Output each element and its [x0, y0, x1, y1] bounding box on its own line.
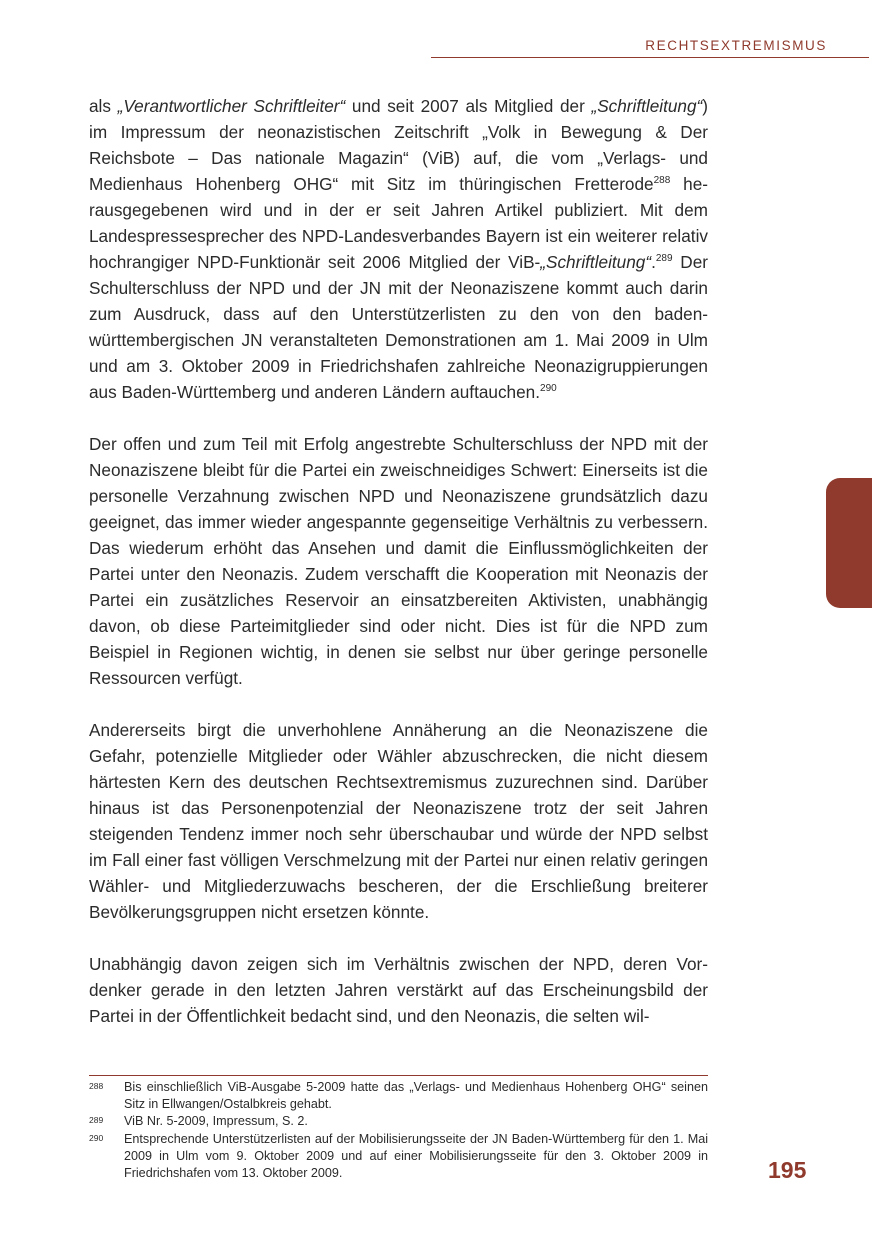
header-rule: [431, 57, 869, 58]
footnote-289: [89, 1113, 708, 1130]
italic-quote: „Verantwortlicher Schriftleiter“: [117, 96, 346, 116]
footnote-number: 290: [89, 1132, 104, 1143]
footnote-text: Bis einschließlich ViB-Ausgabe 5-2009 hatte das „Verlags- und Medienhaus Hohenberg OHG“ seinen Sitz in Ellwangen/Ostalbkreis gehabt.: [124, 1080, 708, 1112]
footnote-number: 289: [89, 1115, 104, 1126]
footnotes: [89, 1079, 708, 1182]
running-head: RECHTSEXTREMISMUS: [645, 38, 827, 53]
footnote-text: Entsprechende Unterstützerlisten auf der Mobilisierungsseite der JN Baden-Württemberg für den 1. Mai 2009 in Ulm vom 9. Oktober 2009 und auf einer Mobilisierungsseite für den 3. Oktober 2009 in Friedrichshafen vom 13. Oktober 2009.: [124, 1131, 708, 1181]
paragraph-3: Andererseits birgt die unverhohlene Annäherung an die Neonaziszene die Gefahr, potenzielle Mitglieder oder Wähler abzuschrecken, die nicht diesem härtesten Kern des deutschen Rechtsextremismus zuzurechnen sind. Darüber hinaus ist das Personenpotenzial der Neonaziszene trotz der seit Jahren steigenden Tendenz immer noch sehr überschaubar und würde der NPD selbst im Fall einer fast völligen Verschmelzung mit der Partei nur einen relativ geringen Wähler- und Mitgliederzuwachs bescheren, der die Erschließung breiterer Bevölkerungsgruppen nicht ersetzen könnte.: [89, 720, 708, 922]
text-run: herausgegebenen wird und in der er seit Jahren Artikel publiziert. Mit dem Landespressesprecher des NPD-Landesverbandes Bayern ist ein weiterer relativ hochrangiger NPD-Funktionär seit 2006 Mitglied der ViB-: [89, 174, 708, 272]
text-run: ) im Impressum der neonazistischen Zeitschrift „Volk in Bewegung & Der Reichsbote – Das nationale Magazin“ (ViB) auf, die vom „Verlags- und Medienhaus Hohenberg OHG“ mit Sitz im thüringischen Fretterode: [89, 96, 709, 194]
footnote-number: 288: [89, 1081, 104, 1091]
page-number: 195: [768, 1157, 807, 1183]
paragraph-2: Der offen und zum Teil mit Erfolg angestrebte Schulterschluss der NPD mit der Neonaziszene bleibt für die Partei ein zweischneidiges Schwert: Einerseits ist die personelle Verzahnung zwischen NPD und Neonaziszene grundsätzlich dazu geeignet, das immer wieder angespannte gegenseitige Verhältnis zu verbessern. Das wiederum erhöht das Ansehen und damit die Einflussmöglichkeiten der Partei unter den Neonazis. Zudem verschafft die Kooperation mit Neonazis der Partei ein zusätzliches Reservoir an einsatzbereiten Aktivisten, unabhängig davon, ob diese Parteimitglieder sind oder nicht. Dies ist für die NPD zum Beispiel in Regionen wichtig, in denen sie selbst nur über geringe personelle Ressourcen verfügt.: [89, 434, 708, 688]
paragraph-4: Unabhängig davon zeigen sich im Verhältnis zwischen der NPD, deren Vordenker gerade in den letzten Jahren verstärkt auf das Erscheinungsbild der Partei in der Öffentlichkeit bedacht sind, und den Neonazis, die selten wil-: [89, 954, 708, 1026]
footnote-ref-289[interactable]: 289: [655, 253, 673, 264]
text-run: und seit 2007 als Mitglied der: [345, 96, 592, 116]
footnote-text: ViB Nr. 5-2009, Impressum, S. 2.: [124, 1114, 308, 1129]
text-run: Der Schulterschluss der NPD und der JN mit der Neonaziszene kommt auch darin zum Ausdruck, dass auf den Unterstützerlisten zu den von den baden-württembergischen JN veranstalteten Demonstrationen am 1. Mai 2009 in Ulm und am 3. Oktober 2009 in Friedrichshafen zahlreiche Neonazigruppierungen aus Baden-Württemberg und anderen Ländern auftauchen.: [89, 252, 708, 402]
footnote-290: [89, 1131, 708, 1183]
body-text: [89, 93, 708, 1055]
text-run: als: [89, 96, 118, 116]
footnote-288: [89, 1079, 708, 1113]
chapter-side-tab: [826, 478, 872, 608]
paragraph-1: [89, 93, 708, 405]
italic-quote: „Schriftleitung“: [591, 96, 703, 116]
footnote-ref-290[interactable]: 290: [540, 383, 557, 394]
italic-quote: „Schriftleitung“: [540, 252, 652, 272]
text-run: .: [651, 252, 656, 272]
footnote-rule: [89, 1075, 708, 1076]
footnote-ref-288[interactable]: 288: [653, 175, 671, 186]
